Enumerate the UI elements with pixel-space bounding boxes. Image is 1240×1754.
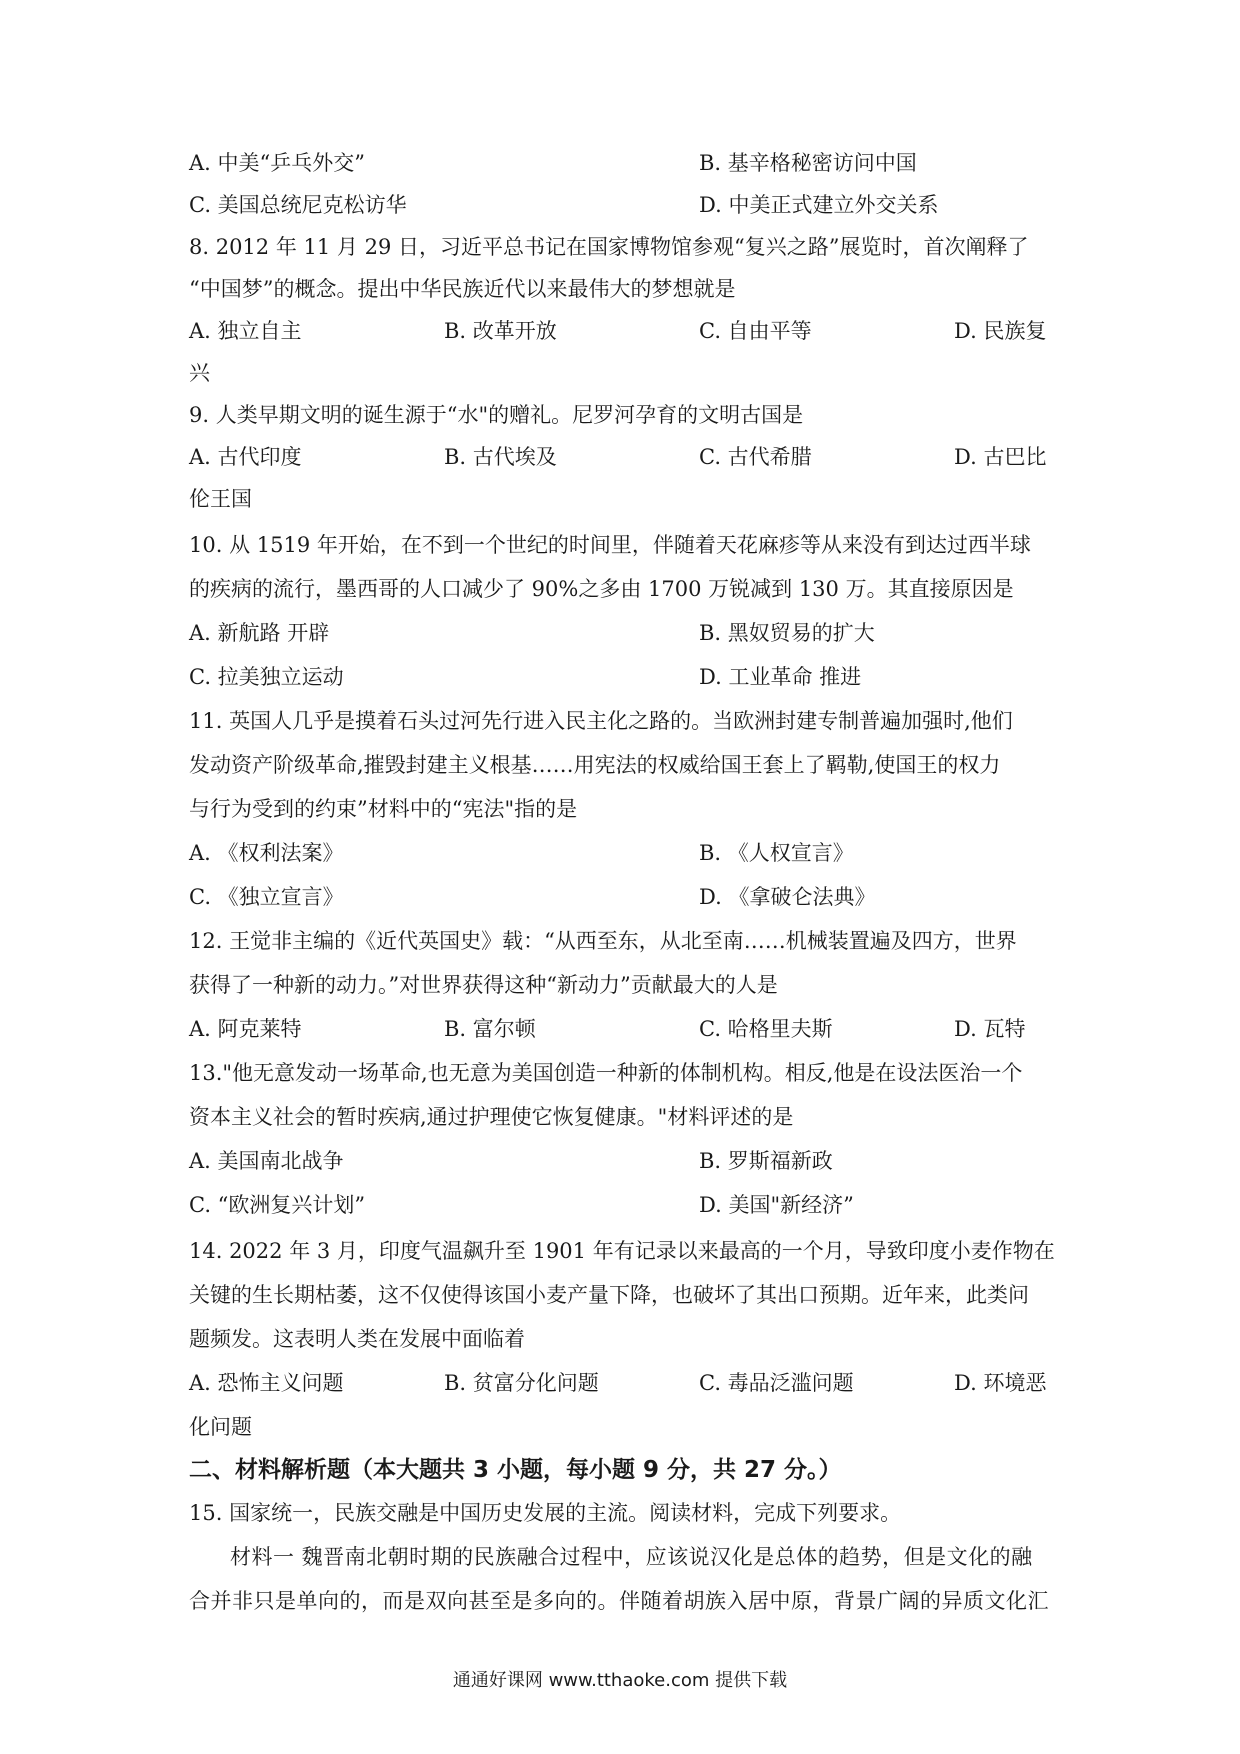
- q10-option-c: C. 拉美独立运动: [189, 665, 344, 689]
- q11-option-b: B. 《人权宣言》: [699, 841, 854, 865]
- q14-option-d-continued: 化问题: [189, 1415, 252, 1439]
- q15-stem-line1: 15. 国家统一，民族交融是中国历史发展的主流。阅读材料，完成下列要求。: [189, 1501, 902, 1525]
- q7-option-d: D. 中美正式建立外交关系: [699, 193, 939, 217]
- q11-stem-line1: 11. 英国人几乎是摸着石头过河先行进入民主化之路的。当欧洲封建专制普遍加强时,他们: [189, 709, 1013, 733]
- q7-option-b: B. 基辛格秘密访问中国: [699, 151, 917, 175]
- q11-stem-line2: 发动资产阶级革命,摧毁封建主义根基……用宪法的权威给国王套上了羁勒,使国王的权力: [189, 753, 1001, 777]
- q9-option-b: B. 古代埃及: [444, 445, 557, 469]
- q11-option-c: C. 《独立宣言》: [189, 885, 344, 909]
- q11-option-a: A. 《权利法案》: [189, 841, 344, 865]
- q8-option-d-continued: 兴: [189, 361, 210, 385]
- q7-option-a: A. 中美“乒乓外交”: [189, 151, 365, 175]
- q14-option-d: D. 环境恶: [954, 1371, 1047, 1395]
- q10-option-a: A. 新航路 开辟: [189, 621, 330, 645]
- q14-stem-line3: 题频发。这表明人类在发展中面临着: [189, 1327, 525, 1351]
- q9-option-d: D. 古巴比: [954, 445, 1047, 469]
- q14-option-a: A. 恐怖主义问题: [189, 1371, 344, 1395]
- q13-option-b: B. 罗斯福新政: [699, 1149, 833, 1173]
- q12-stem-line1: 12. 王觉非主编的《近代英国史》载：“从西至东，从北至南……机械装置遍及四方，世界: [189, 929, 1017, 953]
- q14-stem-line2: 关键的生长期枯萎，这不仅使得该国小麦产量下降，也破坏了其出口预期。近年来，此类问: [189, 1283, 1029, 1307]
- q8-option-b: B. 改革开放: [444, 319, 557, 343]
- q12-option-b: B. 富尔顿: [444, 1017, 536, 1041]
- q14-stem-line1: 14. 2022 年 3 月，印度气温飙升至 1901 年有记录以来最高的一个月，导致印度小麦作物在: [189, 1239, 1055, 1263]
- q12-option-c: C. 哈格里夫斯: [699, 1017, 833, 1041]
- q8-stem-line1: 8. 2012 年 11 月 29 日，习近平总书记在国家博物馆参观“复兴之路”展览时，首次阐释了: [189, 235, 1029, 259]
- q8-option-a: A. 独立自主: [189, 319, 302, 343]
- q13-stem-line1: 13."他无意发动一场革命,也无意为美国创造一种新的体制机构。相反,他是在设法医治一个: [189, 1061, 1023, 1085]
- q14-option-c: C. 毒品泛滥问题: [699, 1371, 854, 1395]
- q10-stem-line2: 的疾病的流行，墨西哥的人口减少了 90%之多由 1700 万锐减到 130 万。其直接原因是: [189, 577, 1014, 601]
- q10-option-d: D. 工业革命 推进: [699, 665, 862, 689]
- q11-option-d: D. 《拿破仑法典》: [699, 885, 876, 909]
- q13-option-a: A. 美国南北战争: [189, 1149, 344, 1173]
- section-heading: 二、材料解析题（本大题共 3 小题，每小题 9 分，共 27 分。）: [189, 1457, 842, 1483]
- q9-option-a: A. 古代印度: [189, 445, 302, 469]
- q8-stem-line2: “中国梦”的概念。提出中华民族近代以来最伟大的梦想就是: [189, 277, 736, 301]
- q9-stem-line1: 9. 人类早期文明的诞生源于“水"的赠礼。尼罗河孕育的文明古国是: [189, 403, 804, 427]
- q13-option-d: D. 美国"新经济”: [699, 1193, 854, 1217]
- q15-material-line1: 材料一 魏晋南北朝时期的民族融合过程中，应该说汉化是总体的趋势，但是文化的融: [230, 1545, 1033, 1569]
- q9-option-c: C. 古代希腊: [699, 445, 812, 469]
- page-footer: 通通好课网 www.tthaoke.com 提供下载: [452, 1670, 788, 1691]
- q10-stem-line1: 10. 从 1519 年开始，在不到一个世纪的时间里，伴随着天花麻疹等从来没有到达过西半球: [189, 533, 1031, 557]
- q12-option-d: D. 瓦特: [954, 1017, 1026, 1041]
- q15-material-line2: 合并非只是单向的，而是双向甚至是多向的。伴随着胡族入居中原，背景广阔的异质文化汇: [189, 1589, 1049, 1613]
- q10-option-b: B. 黑奴贸易的扩大: [699, 621, 875, 645]
- q12-option-a: A. 阿克莱特: [189, 1017, 302, 1041]
- q7-option-c: C. 美国总统尼克松访华: [189, 193, 407, 217]
- q14-option-b: B. 贫富分化问题: [444, 1371, 599, 1395]
- q9-option-d-continued: 伦王国: [189, 487, 252, 511]
- q8-option-c: C. 自由平等: [699, 319, 812, 343]
- q12-stem-line2: 获得了一种新的动力。”对世界获得这种“新动力”贡献最大的人是: [189, 973, 778, 997]
- q13-stem-line2: 资本主义社会的暂时疾病,通过护理使它恢复健康。"材料评述的是: [189, 1105, 794, 1129]
- q13-option-c: C. “欧洲复兴计划”: [189, 1193, 366, 1217]
- q8-option-d: D. 民族复: [954, 319, 1047, 343]
- q11-stem-line3: 与行为受到的约束”材料中的“宪法"指的是: [189, 797, 578, 821]
